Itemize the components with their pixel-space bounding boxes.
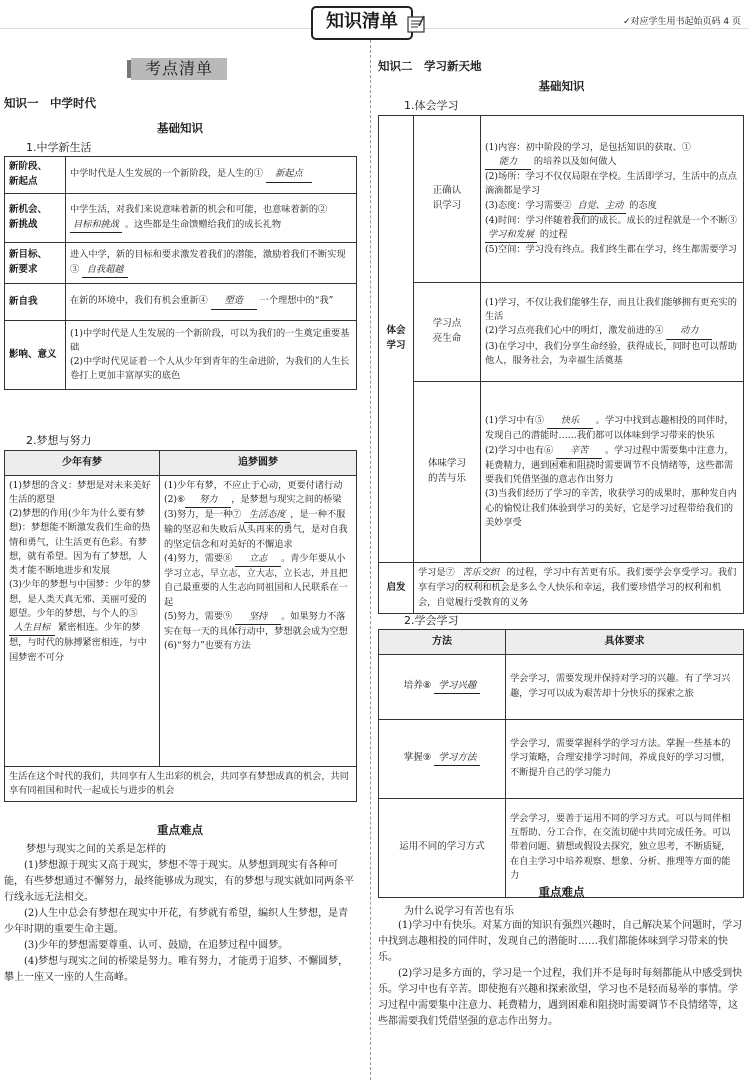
answer-blank: 动力 — [666, 324, 712, 339]
cell-text: 的培养以及如何做人 (2)场所：学习不仅仅局限在学校。生活即学习，生活中的点点滴滴都是学习 (3)态度：学习需要② — [485, 155, 737, 211]
table-cell: (1)梦想的含义：梦想是对未来美好生活的愿望 (2)梦想的作用(少年为什么要有梦想)：梦想能不断激发我们生命的热情和勇气，让生活更有色彩。有梦想，就有希望。因为有了梦想，人类才能不断地进步和发展 (3)少年的梦想与中国梦：少年的梦想，是人类天真无邪、美丽可爱的愿望。少年的梦想，与个人的⑤ 人生目标 紧密相连。少年的梦想，与时代的脉搏紧密相连，与中国梦密不可分 — [5, 475, 160, 766]
row-label: 学习点 亮生命 — [414, 283, 481, 382]
cell-text: 的过程 (5)空间：学习没有终点。我们终生都在学习，终生都需要学习 — [485, 229, 737, 256]
table-row — [5, 321, 357, 390]
column-header: 具体要求 — [506, 630, 744, 655]
column-divider — [370, 40, 371, 1080]
answer-blank: 人生目标 — [9, 621, 55, 636]
paragraph: (4)梦想与现实之间的桥梁是努力。唯有努力，才能勇于追梦、不懈圆梦，攀上一座又一座的人生高峰。 — [4, 956, 349, 983]
key-difficulty-text — [4, 858, 358, 986]
cell-text: (1)内容：初中阶段的学习，是包括知识的获取、① — [485, 141, 691, 153]
table-cell: 学会学习，需要发现并保持对学习的兴趣。有了学习兴趣，学习可以成为艰苦却十分快乐的探索之旅 — [506, 654, 744, 719]
column-header: 方法 — [379, 630, 506, 655]
answer-blank: 苦乐交织 — [458, 566, 504, 581]
key-question: 为什么说学习有苦也有乐 — [404, 906, 514, 917]
table-row — [5, 157, 357, 194]
method-cell — [379, 719, 506, 798]
basic-knowledge-heading: 基础知识 — [538, 79, 585, 93]
table-cell — [414, 563, 744, 614]
paragraph: (1)学习中有快乐。对某方面的知识有强烈兴趣时，自己解决某个问题时，学习中找到志趣相投的同伴时，发现自己的潜能时……我们都能体味到学习带来的快乐。 — [378, 920, 743, 963]
paragraph: (2)学习是多方面的，学习是一个过程，我们并不是每时每刻都能从中感受到快乐。学习中也有辛苦。即使抱有兴趣和探索欲望，学习也不是轻而易举的事情。学习过程中需要集中注意力、耗费精力，遇到困难和阻挠时需要调节不良情绪等，这些都需要我们凭借坚强的意志作出努力。 — [378, 968, 743, 1027]
table-row — [379, 382, 744, 563]
answer-blank: 目标和挑战 — [70, 218, 122, 233]
method-text: 运用不同的学习方式 — [399, 841, 485, 853]
answer-blank: 自我超越 — [82, 263, 128, 278]
answer-blank: 快乐 — [547, 414, 593, 429]
new-life-table — [4, 156, 357, 390]
cell-text: 中学时代是人生发展的一个新阶段，是人生的① — [70, 168, 266, 180]
row-label: 新目标、 新要求 — [5, 243, 66, 284]
section-title: 知识清单 — [311, 6, 413, 40]
notebook-icon — [406, 14, 428, 34]
summary-cell: 生活在这个时代的我们，共同享有人生出彩的机会，共同享有梦想成真的机会，共同享有同祖国和时代一起成长与进步的机会 — [5, 766, 357, 802]
table-row — [5, 284, 357, 321]
table-cell — [481, 382, 744, 563]
table-cell — [66, 321, 357, 390]
key-difficulty-text — [378, 918, 744, 1030]
paragraph: (1)梦想源于现实又高于现实，梦想不等于现实。从梦想到现实有各种可能，有些梦想通过不懈努力，最终能够成为现实，有的梦想与现实就如同两条平行线永远无法相交。 — [4, 860, 354, 903]
dream-effort-table — [4, 450, 357, 802]
table-row — [379, 116, 744, 283]
method-cell — [379, 798, 506, 897]
table-cell — [481, 283, 744, 382]
table-cell — [66, 243, 357, 284]
answer-blank: 坚持 — [235, 610, 281, 625]
method-text: 掌握⑨ — [403, 751, 435, 763]
key-difficulty-heading: 重点难点 — [157, 823, 203, 837]
table-row — [379, 563, 744, 614]
row-group-label: 体会 学习 — [379, 116, 414, 563]
table-cell: 学会学习，要善于运用不同的学习方式。可以与同伴相互帮助、分工合作，在交流切磋中共同完成任务。可以带着问题、猜想或假设去探究，独立思考，不断质疑，在自主学习中培养观察、想象、分析、推理等方面的能力 — [506, 798, 744, 897]
cell-text: 在新的环境中，我们有机会重新④ — [70, 295, 211, 307]
row-label: 新机会、 新挑战 — [5, 194, 66, 243]
table-cell — [66, 194, 357, 243]
row-label: 影响、意义 — [5, 321, 66, 390]
table-row — [5, 194, 357, 243]
knowledge-one-heading: 知识一 中学时代 — [4, 96, 96, 110]
paragraph: (3)少年的梦想需要尊重、认可、鼓励，在追梦过程中圆梦。 — [24, 940, 289, 951]
table-row — [379, 283, 744, 382]
cell-text: (1)学习中有⑤ — [485, 415, 547, 426]
table-row — [379, 654, 744, 719]
method-text: 培养⑧ — [403, 679, 435, 691]
knowledge-two-heading: 知识二 学习新天地 — [378, 59, 482, 73]
subsection-title: 1.中学新生活 — [26, 141, 92, 154]
basic-knowledge-heading: 基础知识 — [157, 121, 203, 135]
answer-blank: 自觉、主动 — [574, 199, 626, 214]
answer-blank: 学习兴趣 — [434, 679, 480, 695]
answer-blank: 努力 — [185, 493, 231, 508]
table-cell: (1)少年有梦，不应止于心动，更要付诸行动 (2)⑥ 努力 ，是梦想与现实之间的桥梁 (3)努力，是一种⑦ 生活态度 ，是一种不服输的坚忍和失败后从头再来的勇气，是对自我的坚定信念和对美好的不懈追求 (4)努力，需要⑧ 立志 。青少年要从小学习立志，早立志，立大志，立长志，并且把自己最重要的人生志向同祖国和人民联系在一起 (5)努力，需要⑨ 坚持 。如果努力不落实在每一天的具体行动中，梦想就会成为空想 (6)“努力”也要有方法 — [160, 475, 357, 766]
paragraph: (2)人生中总会有梦想在现实中开花，有梦就有希望，编织人生梦想，是青少年时期的重要生命主题。 — [4, 908, 349, 935]
cell-text: 一个理想中的“我” — [256, 295, 334, 307]
experience-learning-table — [378, 115, 744, 614]
cell-text: (3)在学习中，我们分享生命经验，获得成长，同时也可以帮助他人，服务社会，为幸福生活奠基 — [485, 340, 737, 366]
table-cell — [66, 157, 357, 194]
row-label: 新阶段、 新起点 — [5, 157, 66, 194]
cell-text: 中学生活，对我们来说意味着新的机会和可能，也意味着新的② — [70, 204, 328, 216]
row-label: 正确认 识学习 — [414, 116, 481, 283]
subsection-title: 2.梦想与努力 — [26, 434, 92, 447]
cell-text: 。学习中找到志趣相投的同伴时，发现自己的潜能时……我们都可以体味到学习带来的快乐 (2)学习中也有⑥ — [485, 415, 734, 456]
answer-blank: 学习和发展 — [485, 228, 537, 243]
answer-blank: 辛苦 — [556, 444, 602, 459]
answer-blank: 塑造 — [211, 294, 257, 309]
cell-text: 的态度 (4)时间：学习伴随着我们的成长。成长的过程就是一个不断③ — [485, 199, 737, 226]
table-row — [5, 243, 357, 284]
answer-blank: 生活态度 — [244, 508, 290, 523]
subsection-title: 2.学会学习 — [404, 614, 459, 627]
answer-blank: 学习方法 — [434, 751, 480, 767]
subsection-title: 1.体会学习 — [404, 99, 459, 112]
row-label: 启发 — [379, 563, 414, 614]
page-reference-note: ✓对应学生用书起始页码 4 页 — [623, 17, 741, 27]
learn-how-table — [378, 629, 744, 898]
key-difficulty-heading: 重点难点 — [538, 885, 585, 899]
cell-text: 。学习过程中需要集中注意力，耗费精力，遇到困难和阻挠时需要调节不良情绪等，这些都需要我们凭借坚强的意志作出努力 (3)当我们经历了学习的辛苦，收获学习的成果时，那种发自内心的愉悦让我们体验到学习的美好，它是学习过程带给我们的美妙享受 — [485, 444, 737, 528]
cell-text: 进入中学，新的目标和要求激发着我们的潜能，激励着我们不断实现③ — [70, 249, 346, 275]
answer-blank: 新起点 — [266, 167, 312, 182]
column-header: 少年有梦 — [5, 451, 160, 476]
cell-text: 的过程，学习中有苦更有乐。我们要学会享受学习。我们享有学习的权利和机会是多么令人快乐和幸运，我们要珍惜学习的权利和机会，自觉履行受教育的义务 — [418, 567, 737, 608]
column-header: 追梦圆梦 — [160, 451, 357, 476]
table-cell — [481, 116, 744, 283]
table-row — [379, 719, 744, 798]
answer-blank: 能力 — [485, 155, 531, 170]
cell-text: (1)中学时代是人生发展的一个新阶段，可以为我们的一生奠定重要基础 (2)中学时代见证着一个人从少年到青年的生命进阶，为我们的人生长卷打上更加丰富厚实的底色 — [70, 327, 350, 382]
cell-text: (1)学习，不仅让我们能够生存，而且让我们能够拥有更充实的生活 (2)学习点亮我们心中的明灯，激发前进的④ — [485, 296, 737, 337]
method-cell — [379, 654, 506, 719]
cell-text: 学习是⑦ — [418, 567, 458, 578]
answer-blank: 立志 — [235, 552, 281, 567]
table-row — [379, 798, 744, 897]
table-cell: 学会学习，需要掌握科学的学习方法。掌握一些基本的学习策略，合理安排学习时间，养成良好的学习习惯，不断提升自己的学习能力 — [506, 719, 744, 798]
cell-text: 。这些都是生命馈赠给我们的成长礼物 — [121, 218, 282, 230]
row-label: 新自我 — [5, 284, 66, 321]
key-question: 梦想与现实之间的关系是怎样的 — [26, 844, 166, 855]
exam-points-banner: 考点清单 — [131, 58, 227, 80]
table-cell — [66, 284, 357, 321]
row-label: 体味学习 的苦与乐 — [414, 382, 481, 563]
